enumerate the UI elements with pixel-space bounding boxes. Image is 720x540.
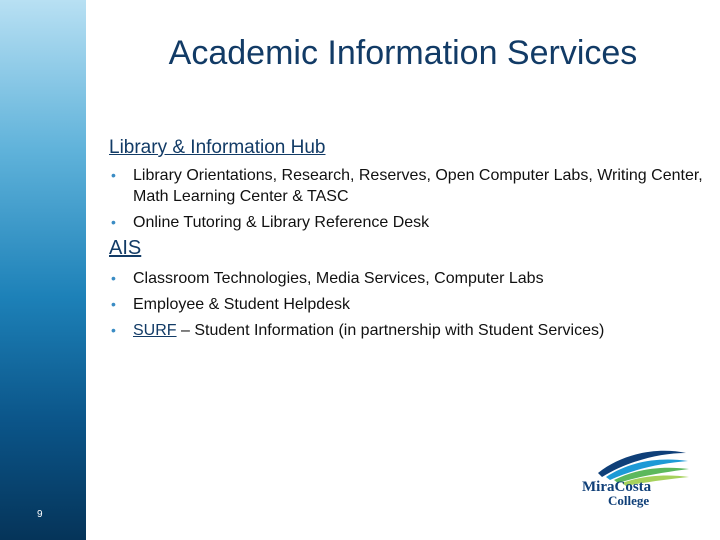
- bullet-dot-icon: •: [111, 296, 116, 312]
- ais-bullet-list: [109, 268, 709, 346]
- side-gradient-band: [0, 0, 86, 540]
- miracosta-college-logo: [568, 447, 692, 511]
- list-item: [109, 294, 709, 315]
- bullet-text: – Student Information (in partnership with Student Services): [176, 322, 605, 339]
- bullet-text: Library Orientations, Research, Reserves, Open Computer Labs, Writing Center, Math Learning Center & TASC: [133, 167, 703, 205]
- logo-line-2: College: [608, 493, 650, 508]
- library-hub-bullet-list: [109, 165, 709, 238]
- bullet-dot-icon: •: [111, 167, 116, 183]
- bullet-text: Classroom Technologies, Media Services, Computer Labs: [133, 270, 544, 287]
- logo-line-1: MiraCosta: [582, 479, 652, 495]
- surf-link[interactable]: SURF: [133, 322, 177, 339]
- bullet-dot-icon: •: [111, 214, 116, 230]
- bullet-text: Online Tutoring & Library Reference Desk: [133, 214, 430, 231]
- section-heading-library-hub[interactable]: Library & Information Hub: [109, 137, 326, 158]
- list-item: [109, 212, 709, 233]
- bullet-dot-icon: •: [111, 270, 116, 286]
- list-item: [109, 268, 709, 289]
- slide-title: Academic Information Services: [168, 34, 638, 72]
- bullet-dot-icon: •: [111, 322, 116, 338]
- list-item: [109, 320, 709, 341]
- list-item: [109, 165, 709, 207]
- section-heading-ais[interactable]: AIS: [109, 237, 142, 259]
- bullet-text: Employee & Student Helpdesk: [133, 296, 351, 313]
- page-number: 9: [37, 509, 43, 520]
